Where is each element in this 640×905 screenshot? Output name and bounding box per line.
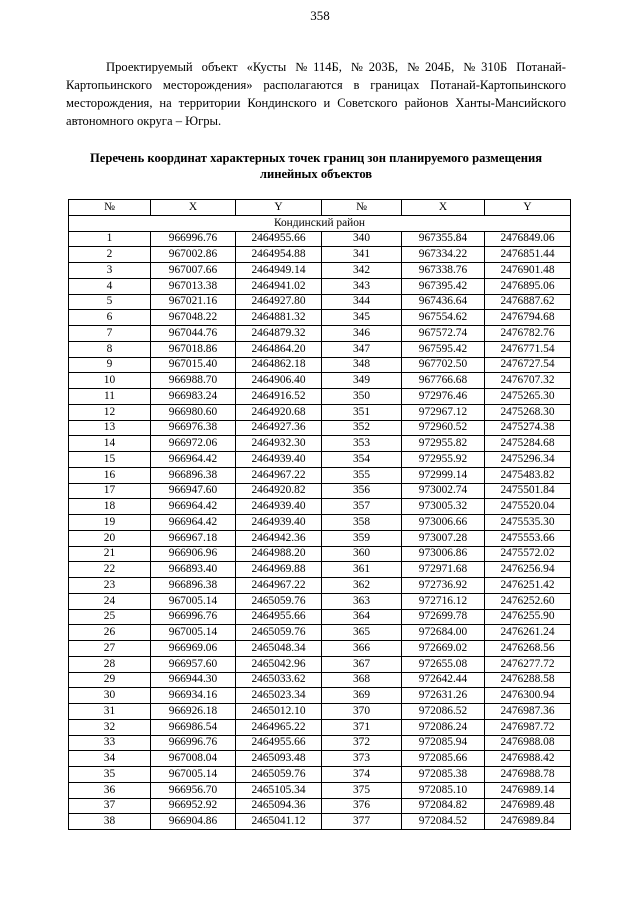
point-number-left: 19 bbox=[69, 515, 151, 531]
table-row bbox=[69, 389, 571, 405]
x-left: 966926.18 bbox=[151, 704, 236, 720]
point-number-left: 12 bbox=[69, 404, 151, 420]
y-right: 2476251.42 bbox=[485, 578, 571, 594]
x-left: 966969.06 bbox=[151, 641, 236, 657]
y-left: 2464864.20 bbox=[236, 341, 322, 357]
point-number-left: 22 bbox=[69, 562, 151, 578]
x-left: 967013.38 bbox=[151, 278, 236, 294]
y-right: 2476988.08 bbox=[485, 735, 571, 751]
y-right: 2476771.54 bbox=[485, 341, 571, 357]
x-left: 966934.16 bbox=[151, 688, 236, 704]
x-right: 972642.44 bbox=[402, 672, 485, 688]
point-number-right: 357 bbox=[322, 499, 402, 515]
point-number-right: 358 bbox=[322, 515, 402, 531]
table-row bbox=[69, 483, 571, 499]
x-left: 966944.30 bbox=[151, 672, 236, 688]
y-left: 2464955.66 bbox=[236, 231, 322, 247]
point-number-right: 348 bbox=[322, 357, 402, 373]
point-number-right: 360 bbox=[322, 546, 402, 562]
district-row bbox=[69, 215, 571, 231]
point-number-right: 359 bbox=[322, 530, 402, 546]
point-number-right: 361 bbox=[322, 562, 402, 578]
y-left: 2464927.80 bbox=[236, 294, 322, 310]
x-left: 966904.86 bbox=[151, 814, 236, 830]
y-right: 2475483.82 bbox=[485, 467, 571, 483]
x-right: 972967.12 bbox=[402, 404, 485, 420]
x-left: 966906.96 bbox=[151, 546, 236, 562]
table-title: Перечень координат характерных точек границ зон планируемого размещения линейных объектов bbox=[89, 151, 543, 181]
page-number: 358 bbox=[310, 8, 330, 23]
point-number-left: 11 bbox=[69, 389, 151, 405]
x-left: 966947.60 bbox=[151, 483, 236, 499]
x-left: 966957.60 bbox=[151, 656, 236, 672]
point-number-right: 349 bbox=[322, 373, 402, 389]
point-number-left: 34 bbox=[69, 751, 151, 767]
point-number-left: 4 bbox=[69, 278, 151, 294]
point-number-right: 345 bbox=[322, 310, 402, 326]
table-row bbox=[69, 767, 571, 783]
y-right: 2475284.68 bbox=[485, 436, 571, 452]
point-number-left: 33 bbox=[69, 735, 151, 751]
y-left: 2464967.22 bbox=[236, 578, 322, 594]
table-row bbox=[69, 499, 571, 515]
point-number-right: 364 bbox=[322, 609, 402, 625]
y-left: 2464932.30 bbox=[236, 436, 322, 452]
y-right: 2476988.78 bbox=[485, 767, 571, 783]
table-row bbox=[69, 641, 571, 657]
x-right: 973006.86 bbox=[402, 546, 485, 562]
y-left: 2465059.76 bbox=[236, 767, 322, 783]
x-left: 966896.38 bbox=[151, 467, 236, 483]
point-number-right: 350 bbox=[322, 389, 402, 405]
y-left: 2464965.22 bbox=[236, 719, 322, 735]
table-row bbox=[69, 688, 571, 704]
y-left: 2464927.36 bbox=[236, 420, 322, 436]
y-left: 2464988.20 bbox=[236, 546, 322, 562]
table-row bbox=[69, 263, 571, 279]
point-number-right: 363 bbox=[322, 593, 402, 609]
header-x-right: X bbox=[402, 200, 485, 216]
x-right: 972655.08 bbox=[402, 656, 485, 672]
point-number-left: 18 bbox=[69, 499, 151, 515]
y-right: 2476851.44 bbox=[485, 247, 571, 263]
x-left: 967005.14 bbox=[151, 767, 236, 783]
y-left: 2464967.22 bbox=[236, 467, 322, 483]
point-number-left: 23 bbox=[69, 578, 151, 594]
y-right: 2476987.72 bbox=[485, 719, 571, 735]
y-left: 2464939.40 bbox=[236, 499, 322, 515]
x-right: 972955.92 bbox=[402, 452, 485, 468]
point-number-right: 347 bbox=[322, 341, 402, 357]
table-row bbox=[69, 310, 571, 326]
table-row bbox=[69, 735, 571, 751]
point-number-left: 29 bbox=[69, 672, 151, 688]
x-right: 972955.82 bbox=[402, 436, 485, 452]
table-row bbox=[69, 357, 571, 373]
point-number-left: 21 bbox=[69, 546, 151, 562]
y-right: 2475296.34 bbox=[485, 452, 571, 468]
point-number-left: 17 bbox=[69, 483, 151, 499]
y-left: 2464920.82 bbox=[236, 483, 322, 499]
x-left: 966996.76 bbox=[151, 735, 236, 751]
y-left: 2465059.76 bbox=[236, 625, 322, 641]
x-right: 967595.42 bbox=[402, 341, 485, 357]
x-right: 967702.50 bbox=[402, 357, 485, 373]
table-row bbox=[69, 578, 571, 594]
x-right: 972086.52 bbox=[402, 704, 485, 720]
y-right: 2476707.32 bbox=[485, 373, 571, 389]
point-number-right: 351 bbox=[322, 404, 402, 420]
y-left: 2464906.40 bbox=[236, 373, 322, 389]
y-left: 2464879.32 bbox=[236, 326, 322, 342]
table-row bbox=[69, 515, 571, 531]
x-right: 973002.74 bbox=[402, 483, 485, 499]
table-row bbox=[69, 609, 571, 625]
x-right: 972085.38 bbox=[402, 767, 485, 783]
y-right: 2476277.72 bbox=[485, 656, 571, 672]
x-left: 967018.86 bbox=[151, 341, 236, 357]
header-y-right: Y bbox=[485, 200, 571, 216]
y-right: 2476300.94 bbox=[485, 688, 571, 704]
table-row bbox=[69, 672, 571, 688]
point-number-left: 30 bbox=[69, 688, 151, 704]
y-right: 2476268.56 bbox=[485, 641, 571, 657]
point-number-left: 3 bbox=[69, 263, 151, 279]
x-right: 972086.24 bbox=[402, 719, 485, 735]
table-row bbox=[69, 625, 571, 641]
y-right: 2476989.48 bbox=[485, 798, 571, 814]
x-right: 972669.02 bbox=[402, 641, 485, 657]
y-left: 2464939.40 bbox=[236, 452, 322, 468]
x-left: 966976.38 bbox=[151, 420, 236, 436]
point-number-left: 26 bbox=[69, 625, 151, 641]
x-left: 967021.16 bbox=[151, 294, 236, 310]
point-number-right: 352 bbox=[322, 420, 402, 436]
point-number-left: 36 bbox=[69, 782, 151, 798]
y-left: 2465033.62 bbox=[236, 672, 322, 688]
y-left: 2464920.68 bbox=[236, 404, 322, 420]
x-right: 967334.22 bbox=[402, 247, 485, 263]
header-number-right: № bbox=[322, 200, 402, 216]
y-left: 2465048.34 bbox=[236, 641, 322, 657]
y-right: 2476989.14 bbox=[485, 782, 571, 798]
point-number-right: 346 bbox=[322, 326, 402, 342]
table-row bbox=[69, 814, 571, 830]
point-number-right: 356 bbox=[322, 483, 402, 499]
point-number-left: 7 bbox=[69, 326, 151, 342]
table-header-row bbox=[69, 200, 571, 216]
x-right: 967436.64 bbox=[402, 294, 485, 310]
y-left: 2464862.18 bbox=[236, 357, 322, 373]
y-right: 2476782.76 bbox=[485, 326, 571, 342]
y-right: 2475265.30 bbox=[485, 389, 571, 405]
table-row bbox=[69, 546, 571, 562]
y-right: 2475535.30 bbox=[485, 515, 571, 531]
point-number-left: 28 bbox=[69, 656, 151, 672]
header-y-left: Y bbox=[236, 200, 322, 216]
x-left: 967048.22 bbox=[151, 310, 236, 326]
point-number-left: 10 bbox=[69, 373, 151, 389]
x-right: 972736.92 bbox=[402, 578, 485, 594]
x-right: 973007.28 bbox=[402, 530, 485, 546]
x-left: 966996.76 bbox=[151, 609, 236, 625]
y-left: 2464954.88 bbox=[236, 247, 322, 263]
y-right: 2475268.30 bbox=[485, 404, 571, 420]
x-right: 972999.14 bbox=[402, 467, 485, 483]
y-right: 2476989.84 bbox=[485, 814, 571, 830]
table-row bbox=[69, 656, 571, 672]
y-left: 2464969.88 bbox=[236, 562, 322, 578]
table-row bbox=[69, 467, 571, 483]
y-left: 2465012.10 bbox=[236, 704, 322, 720]
x-left: 967005.14 bbox=[151, 625, 236, 641]
y-right: 2475572.02 bbox=[485, 546, 571, 562]
x-right: 967554.62 bbox=[402, 310, 485, 326]
point-number-left: 20 bbox=[69, 530, 151, 546]
table-row bbox=[69, 704, 571, 720]
y-right: 2476988.42 bbox=[485, 751, 571, 767]
point-number-right: 366 bbox=[322, 641, 402, 657]
y-left: 2465042.96 bbox=[236, 656, 322, 672]
point-number-right: 368 bbox=[322, 672, 402, 688]
point-number-left: 32 bbox=[69, 719, 151, 735]
x-right: 972976.46 bbox=[402, 389, 485, 405]
x-left: 966964.42 bbox=[151, 452, 236, 468]
y-left: 2465094.36 bbox=[236, 798, 322, 814]
x-right: 967766.68 bbox=[402, 373, 485, 389]
y-right: 2475274.38 bbox=[485, 420, 571, 436]
point-number-right: 342 bbox=[322, 263, 402, 279]
y-left: 2465023.34 bbox=[236, 688, 322, 704]
y-right: 2475501.84 bbox=[485, 483, 571, 499]
intro-paragraph: Проектируемый объект «Кусты №114Б, №203Б, №204Б, №310Б Потанай-Картопьинского месторождения» располагаются в границах Потанай-Картопьинского месторождения, на территории Кондинского и Советского районов Ханты-Мансийского автономного округа – Югры. bbox=[66, 60, 566, 128]
y-right: 2475553.66 bbox=[485, 530, 571, 546]
x-left: 966980.60 bbox=[151, 404, 236, 420]
y-left: 2464916.52 bbox=[236, 389, 322, 405]
point-number-left: 16 bbox=[69, 467, 151, 483]
x-left: 966956.70 bbox=[151, 782, 236, 798]
point-number-left: 38 bbox=[69, 814, 151, 830]
point-number-left: 5 bbox=[69, 294, 151, 310]
y-left: 2465093.48 bbox=[236, 751, 322, 767]
x-right: 972971.68 bbox=[402, 562, 485, 578]
y-left: 2465059.76 bbox=[236, 593, 322, 609]
point-number-right: 374 bbox=[322, 767, 402, 783]
x-right: 967338.76 bbox=[402, 263, 485, 279]
x-left: 966967.18 bbox=[151, 530, 236, 546]
x-left: 966964.42 bbox=[151, 515, 236, 531]
y-right: 2476261.24 bbox=[485, 625, 571, 641]
x-right: 973006.66 bbox=[402, 515, 485, 531]
point-number-right: 362 bbox=[322, 578, 402, 594]
x-right: 972084.82 bbox=[402, 798, 485, 814]
y-left: 2465105.34 bbox=[236, 782, 322, 798]
point-number-right: 372 bbox=[322, 735, 402, 751]
x-left: 966964.42 bbox=[151, 499, 236, 515]
y-right: 2476887.62 bbox=[485, 294, 571, 310]
y-left: 2464955.66 bbox=[236, 735, 322, 751]
x-right: 972960.52 bbox=[402, 420, 485, 436]
y-right: 2476895.06 bbox=[485, 278, 571, 294]
x-right: 972631.26 bbox=[402, 688, 485, 704]
point-number-left: 14 bbox=[69, 436, 151, 452]
table-row bbox=[69, 530, 571, 546]
header-number-left: № bbox=[69, 200, 151, 216]
point-number-left: 9 bbox=[69, 357, 151, 373]
point-number-left: 8 bbox=[69, 341, 151, 357]
y-right: 2476849.06 bbox=[485, 231, 571, 247]
y-right: 2476901.48 bbox=[485, 263, 571, 279]
point-number-right: 371 bbox=[322, 719, 402, 735]
x-left: 966988.70 bbox=[151, 373, 236, 389]
y-left: 2464949.14 bbox=[236, 263, 322, 279]
point-number-left: 24 bbox=[69, 593, 151, 609]
point-number-left: 6 bbox=[69, 310, 151, 326]
x-right: 972716.12 bbox=[402, 593, 485, 609]
point-number-left: 25 bbox=[69, 609, 151, 625]
point-number-left: 2 bbox=[69, 247, 151, 263]
x-left: 967008.04 bbox=[151, 751, 236, 767]
y-right: 2476727.54 bbox=[485, 357, 571, 373]
x-right: 972085.94 bbox=[402, 735, 485, 751]
point-number-left: 27 bbox=[69, 641, 151, 657]
y-right: 2476987.36 bbox=[485, 704, 571, 720]
y-right: 2476794.68 bbox=[485, 310, 571, 326]
district-label: Кондинский район bbox=[69, 215, 571, 231]
x-left: 966983.24 bbox=[151, 389, 236, 405]
y-right: 2476252.60 bbox=[485, 593, 571, 609]
x-right: 972084.52 bbox=[402, 814, 485, 830]
y-left: 2464881.32 bbox=[236, 310, 322, 326]
table-row bbox=[69, 278, 571, 294]
table-row bbox=[69, 373, 571, 389]
y-right: 2476255.90 bbox=[485, 609, 571, 625]
x-right: 972684.00 bbox=[402, 625, 485, 641]
table-row bbox=[69, 452, 571, 468]
table-row bbox=[69, 404, 571, 420]
point-number-left: 37 bbox=[69, 798, 151, 814]
x-right: 973005.32 bbox=[402, 499, 485, 515]
table-row bbox=[69, 231, 571, 247]
coordinates-table bbox=[68, 199, 571, 830]
point-number-right: 354 bbox=[322, 452, 402, 468]
point-number-right: 343 bbox=[322, 278, 402, 294]
x-right: 967355.84 bbox=[402, 231, 485, 247]
point-number-left: 35 bbox=[69, 767, 151, 783]
x-right: 972699.78 bbox=[402, 609, 485, 625]
y-right: 2476288.58 bbox=[485, 672, 571, 688]
x-right: 967395.42 bbox=[402, 278, 485, 294]
point-number-right: 369 bbox=[322, 688, 402, 704]
table-row bbox=[69, 326, 571, 342]
x-right: 972085.66 bbox=[402, 751, 485, 767]
table-row bbox=[69, 420, 571, 436]
y-left: 2464941.02 bbox=[236, 278, 322, 294]
x-right: 967572.74 bbox=[402, 326, 485, 342]
point-number-right: 376 bbox=[322, 798, 402, 814]
x-left: 967007.66 bbox=[151, 263, 236, 279]
table-row bbox=[69, 562, 571, 578]
x-left: 966986.54 bbox=[151, 719, 236, 735]
point-number-left: 31 bbox=[69, 704, 151, 720]
point-number-right: 353 bbox=[322, 436, 402, 452]
point-number-right: 370 bbox=[322, 704, 402, 720]
point-number-right: 340 bbox=[322, 231, 402, 247]
table-row bbox=[69, 294, 571, 310]
table-row bbox=[69, 719, 571, 735]
table-row bbox=[69, 798, 571, 814]
x-left: 967002.86 bbox=[151, 247, 236, 263]
x-left: 967044.76 bbox=[151, 326, 236, 342]
x-left: 967005.14 bbox=[151, 593, 236, 609]
point-number-right: 373 bbox=[322, 751, 402, 767]
table-row bbox=[69, 751, 571, 767]
table-row bbox=[69, 247, 571, 263]
point-number-right: 355 bbox=[322, 467, 402, 483]
table-body bbox=[69, 215, 571, 829]
point-number-right: 377 bbox=[322, 814, 402, 830]
y-left: 2464942.36 bbox=[236, 530, 322, 546]
x-left: 966896.38 bbox=[151, 578, 236, 594]
y-left: 2464955.66 bbox=[236, 609, 322, 625]
y-left: 2465041.12 bbox=[236, 814, 322, 830]
point-number-right: 365 bbox=[322, 625, 402, 641]
table-row bbox=[69, 782, 571, 798]
point-number-left: 15 bbox=[69, 452, 151, 468]
x-left: 967015.40 bbox=[151, 357, 236, 373]
point-number-right: 341 bbox=[322, 247, 402, 263]
x-right: 972085.10 bbox=[402, 782, 485, 798]
y-right: 2476256.94 bbox=[485, 562, 571, 578]
x-left: 966996.76 bbox=[151, 231, 236, 247]
point-number-right: 367 bbox=[322, 656, 402, 672]
point-number-right: 375 bbox=[322, 782, 402, 798]
y-left: 2464939.40 bbox=[236, 515, 322, 531]
table-row bbox=[69, 436, 571, 452]
y-right: 2475520.04 bbox=[485, 499, 571, 515]
header-x-left: X bbox=[151, 200, 236, 216]
point-number-left: 13 bbox=[69, 420, 151, 436]
x-left: 966972.06 bbox=[151, 436, 236, 452]
table-row bbox=[69, 593, 571, 609]
point-number-right: 344 bbox=[322, 294, 402, 310]
x-left: 966893.40 bbox=[151, 562, 236, 578]
x-left: 966952.92 bbox=[151, 798, 236, 814]
table-row bbox=[69, 341, 571, 357]
point-number-left: 1 bbox=[69, 231, 151, 247]
